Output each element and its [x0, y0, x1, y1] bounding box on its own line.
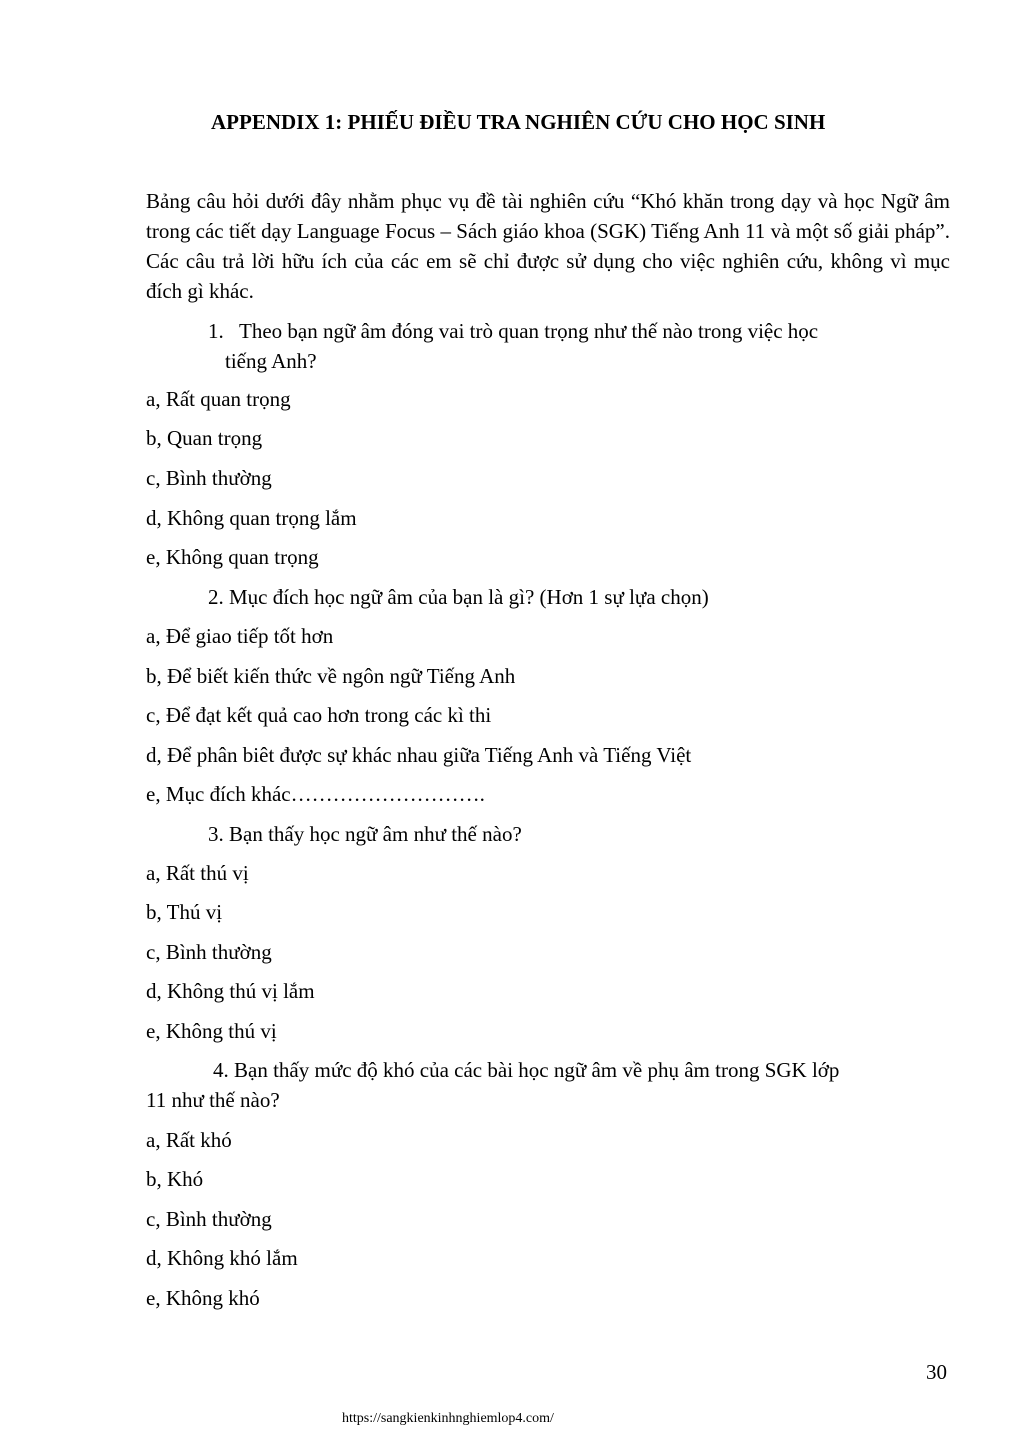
- question-1-text-continued: tiếng Anh?: [225, 349, 317, 373]
- option-q3-d: d, Không thú vị lắm: [146, 979, 315, 1003]
- option-q3-e: e, Không thú vị: [146, 1019, 277, 1043]
- option-q1-a: a, Rất quan trọng: [146, 387, 291, 411]
- page-number: 30: [926, 1360, 947, 1384]
- question-2: 2. Mục đích học ngữ âm của bạn là gì? (Hơn 1 sự lựa chọn): [208, 585, 709, 609]
- option-q2-d: d, Để phân biêt được sự khác nhau giữa Tiếng Anh và Tiếng Việt: [146, 743, 692, 767]
- question-1-number: 1.: [208, 319, 224, 343]
- option-q3-b: b, Thú vị: [146, 900, 223, 924]
- option-q3-a: a, Rất thú vị: [146, 861, 249, 885]
- option-q1-d: d, Không quan trọng lắm: [146, 506, 357, 530]
- option-q4-d: d, Không khó lắm: [146, 1246, 298, 1270]
- option-q4-c: c, Bình thường: [146, 1207, 272, 1231]
- question-4: 4. Bạn thấy mức độ khó của các bài học ngữ âm về phụ âm trong SGK lớp: [213, 1058, 840, 1082]
- option-q4-b: b, Khó: [146, 1167, 204, 1191]
- option-q2-e: e, Mục đích khác……………………….: [146, 782, 485, 806]
- question-1-text: Theo bạn ngữ âm đóng vai trò quan trọng như thế nào trong việc học: [239, 319, 819, 343]
- option-q1-e: e, Không quan trọng: [146, 545, 319, 569]
- option-q2-b: b, Để biết kiến thức về ngôn ngữ Tiếng Anh: [146, 664, 516, 688]
- option-q1-c: c, Bình thường: [146, 466, 272, 490]
- question-3: 3. Bạn thấy học ngữ âm như thế nào?: [208, 822, 522, 846]
- option-q2-c: c, Để đạt kết quả cao hơn trong các kì thi: [146, 703, 492, 727]
- option-q1-b: b, Quan trọng: [146, 426, 263, 450]
- option-q2-a: a, Để giao tiếp tốt hơn: [146, 624, 334, 648]
- footer-url-link[interactable]: https://sangkienkinhnghiemlop4.com/: [342, 1411, 554, 1426]
- option-q3-c: c, Bình thường: [146, 940, 272, 964]
- option-q4-e: e, Không khó: [146, 1286, 260, 1310]
- option-q4-a: a, Rất khó: [146, 1128, 232, 1152]
- document-title: APPENDIX 1: PHIẾU ĐIỀU TRA NGHIÊN CỨU CHO HỌC SINH: [211, 110, 826, 134]
- intro-paragraph: Bảng câu hỏi dưới đây nhằm phục vụ đề tài nghiên cứu “Khó khăn trong dạy và học Ngữ âm trong các tiết dạy Language Focus – Sách giáo khoa (SGK) Tiếng Anh 11 và một số giải pháp”. Các câu trả lời hữu ích của các em sẽ chỉ được sử dụng cho việc nghiên cứu, không vì mục đích gì khác.: [146, 189, 950, 303]
- question-4-continued: 11 như thế nào?: [146, 1088, 280, 1112]
